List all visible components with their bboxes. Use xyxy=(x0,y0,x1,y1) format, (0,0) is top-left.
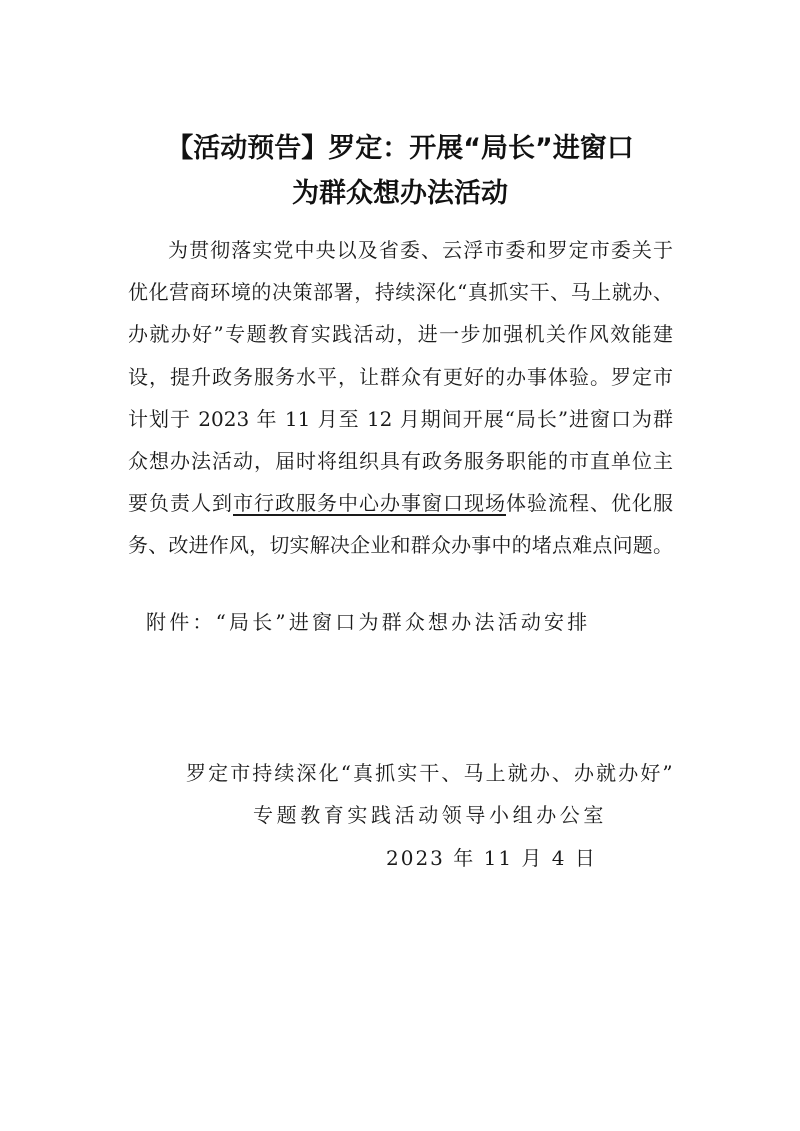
body-line-7 xyxy=(128,489,673,517)
attachment-note: 附件：“局长”进窗口为群众想办法活动安排 xyxy=(146,610,591,634)
signature-org-line-2: 专题教育实践活动领导小组办公室 xyxy=(253,803,607,827)
body-line-3: 办就办好”专题教育实践活动，进一步加强机关作风效能建 xyxy=(128,322,673,346)
body-line-7-after: 体验流程、优化服 xyxy=(506,491,673,515)
body-line-4: 设，提升政务服务水平，让群众有更好的办事体验。罗定市 xyxy=(128,365,673,389)
document-title-line-2: 为群众想办法活动 xyxy=(292,178,508,209)
body-line-6: 众想办法活动，届时将组织具有政务服务职能的市直单位主 xyxy=(128,449,673,473)
body-line-2: 优化营商环境的决策部署，持续深化“真抓实干、马上就办、 xyxy=(128,280,673,304)
body-line-5: 计划于 2023 年 11 月至 12 月期间开展“局长”进窗口为群 xyxy=(128,407,673,431)
body-line-1: 为贯彻落实党中央以及省委、云浮市委和罗定市委关于 xyxy=(168,238,673,262)
body-line-8: 务、改进作风，切实解决企业和群众办事中的堵点难点问题。 xyxy=(128,533,673,557)
signature-date: 2023 年 11 月 4 日 xyxy=(386,846,597,870)
signature-org-line-1: 罗定市持续深化“真抓实干、马上就办、办就办好” xyxy=(186,761,675,785)
document-title-line-1: 【活动预告】罗定：开展“局长”进窗口 xyxy=(166,133,634,164)
body-line-7-before: 要负责人到 xyxy=(128,491,233,515)
underlined-location-text: 市行政服务中心办事窗口现场 xyxy=(233,491,506,515)
